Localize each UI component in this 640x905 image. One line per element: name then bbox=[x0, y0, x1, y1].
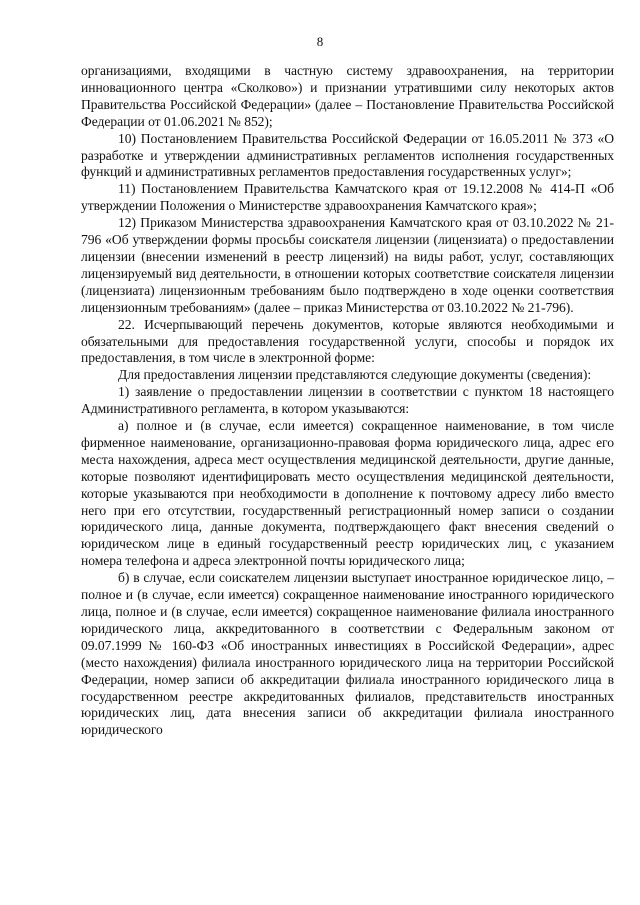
paragraph-item-1: 1) заявление о предоставлении лицензии в соответствии с пунктом 18 настоящего Административного регламента, в котором указываются: bbox=[81, 384, 614, 417]
paragraph-item-12: 12) Приказом Министерства здравоохранения Камчатского края от 03.10.2022 № 21-796 «Об утверждении формы просьбы соискателя лицензии (лицензиата) о предоставлении лицензии (внесении изменений в реестр лицензий) на виды работ, услуг, составляющих лицензируемый вид деятельности, в отношении которых соответствие соискателя лицензии (лицензиата) лицензионным требованиям было подтверждено в ходе оценки соответствия лицензионным требованиям» (далее – приказ Министерства от 03.10.2022 № 21-796). bbox=[81, 215, 614, 315]
paragraph-subitem-a: а) полное и (в случае, если имеется) сокращенное наименование, в том числе фирменное наименование, организационно-правовая форма юридического лица, адрес его места нахождения, адреса мест осуществления медицинской деятельности, другие данные, которые позволяют идентифицировать место осуществления медицинской деятельности, которые указываются при необходимости в дополнение к почтовому адресу либо вместо него при его отсутствии, государственный регистрационный номер записи о создании юридического лица, данные документа, подтверждающего факт внесения сведений о юридическом лице в единый государственный реестр юридических лиц, с указанием номера телефона и адреса электронной почты юридического лица; bbox=[81, 418, 614, 569]
page-number: 8 bbox=[316, 34, 324, 49]
paragraph-item-10: 10) Постановлением Правительства Российской Федерации от 16.05.2011 № 373 «О разработке и утверждении административных регламентов исполнения государственных функций и административных регламентов предоставления государственных услуг»; bbox=[81, 130, 614, 180]
paragraph-subitem-b: б) в случае, если соискателем лицензии выступает иностранное юридическое лицо, – полное и (в случае, если имеется) сокращенное наименование иностранного юридического лица, полное и (в случае, если имеется) сокращенное наименование филиала иностранного юридического лица, аккредитованного в соответствии с Федеральным законом от 09.07.1999 № 160-ФЗ «Об иностранных инвестициях в Российской Федерации», адрес (место нахождения) филиала иностранного юридического лица на территории Российской Федерации, номер записи об аккредитации филиала иностранного юридического лица в государственном реестре аккредитованных филиалов, представительств иностранных юридических лиц, дата внесения записи об аккредитации филиала иностранного юридического bbox=[81, 570, 614, 738]
paragraph-section-22: 22. Исчерпывающий перечень документов, которые являются необходимыми и обязательными для предоставления государственной услуги, способы и порядок их предоставления, в том числе в электронной форме: bbox=[81, 316, 614, 366]
document-body bbox=[81, 63, 614, 739]
paragraph-documents-intro: Для предоставления лицензии представляются следующие документы (сведения): bbox=[118, 367, 592, 383]
paragraph-continuation: организациями, входящими в частную систему здравоохранения, на территории инновационного центра «Сколково») и признании утратившими силу некоторых актов Правительства Российской Федерации» (далее – Постановление Правительства Российской Федерации от 01.06.2021 № 852); bbox=[81, 63, 614, 129]
paragraph-item-11: 11) Постановлением Правительства Камчатского края от 19.12.2008 № 414-П «Об утверждении Положения о Министерстве здравоохранения Камчатского края»; bbox=[81, 181, 614, 214]
